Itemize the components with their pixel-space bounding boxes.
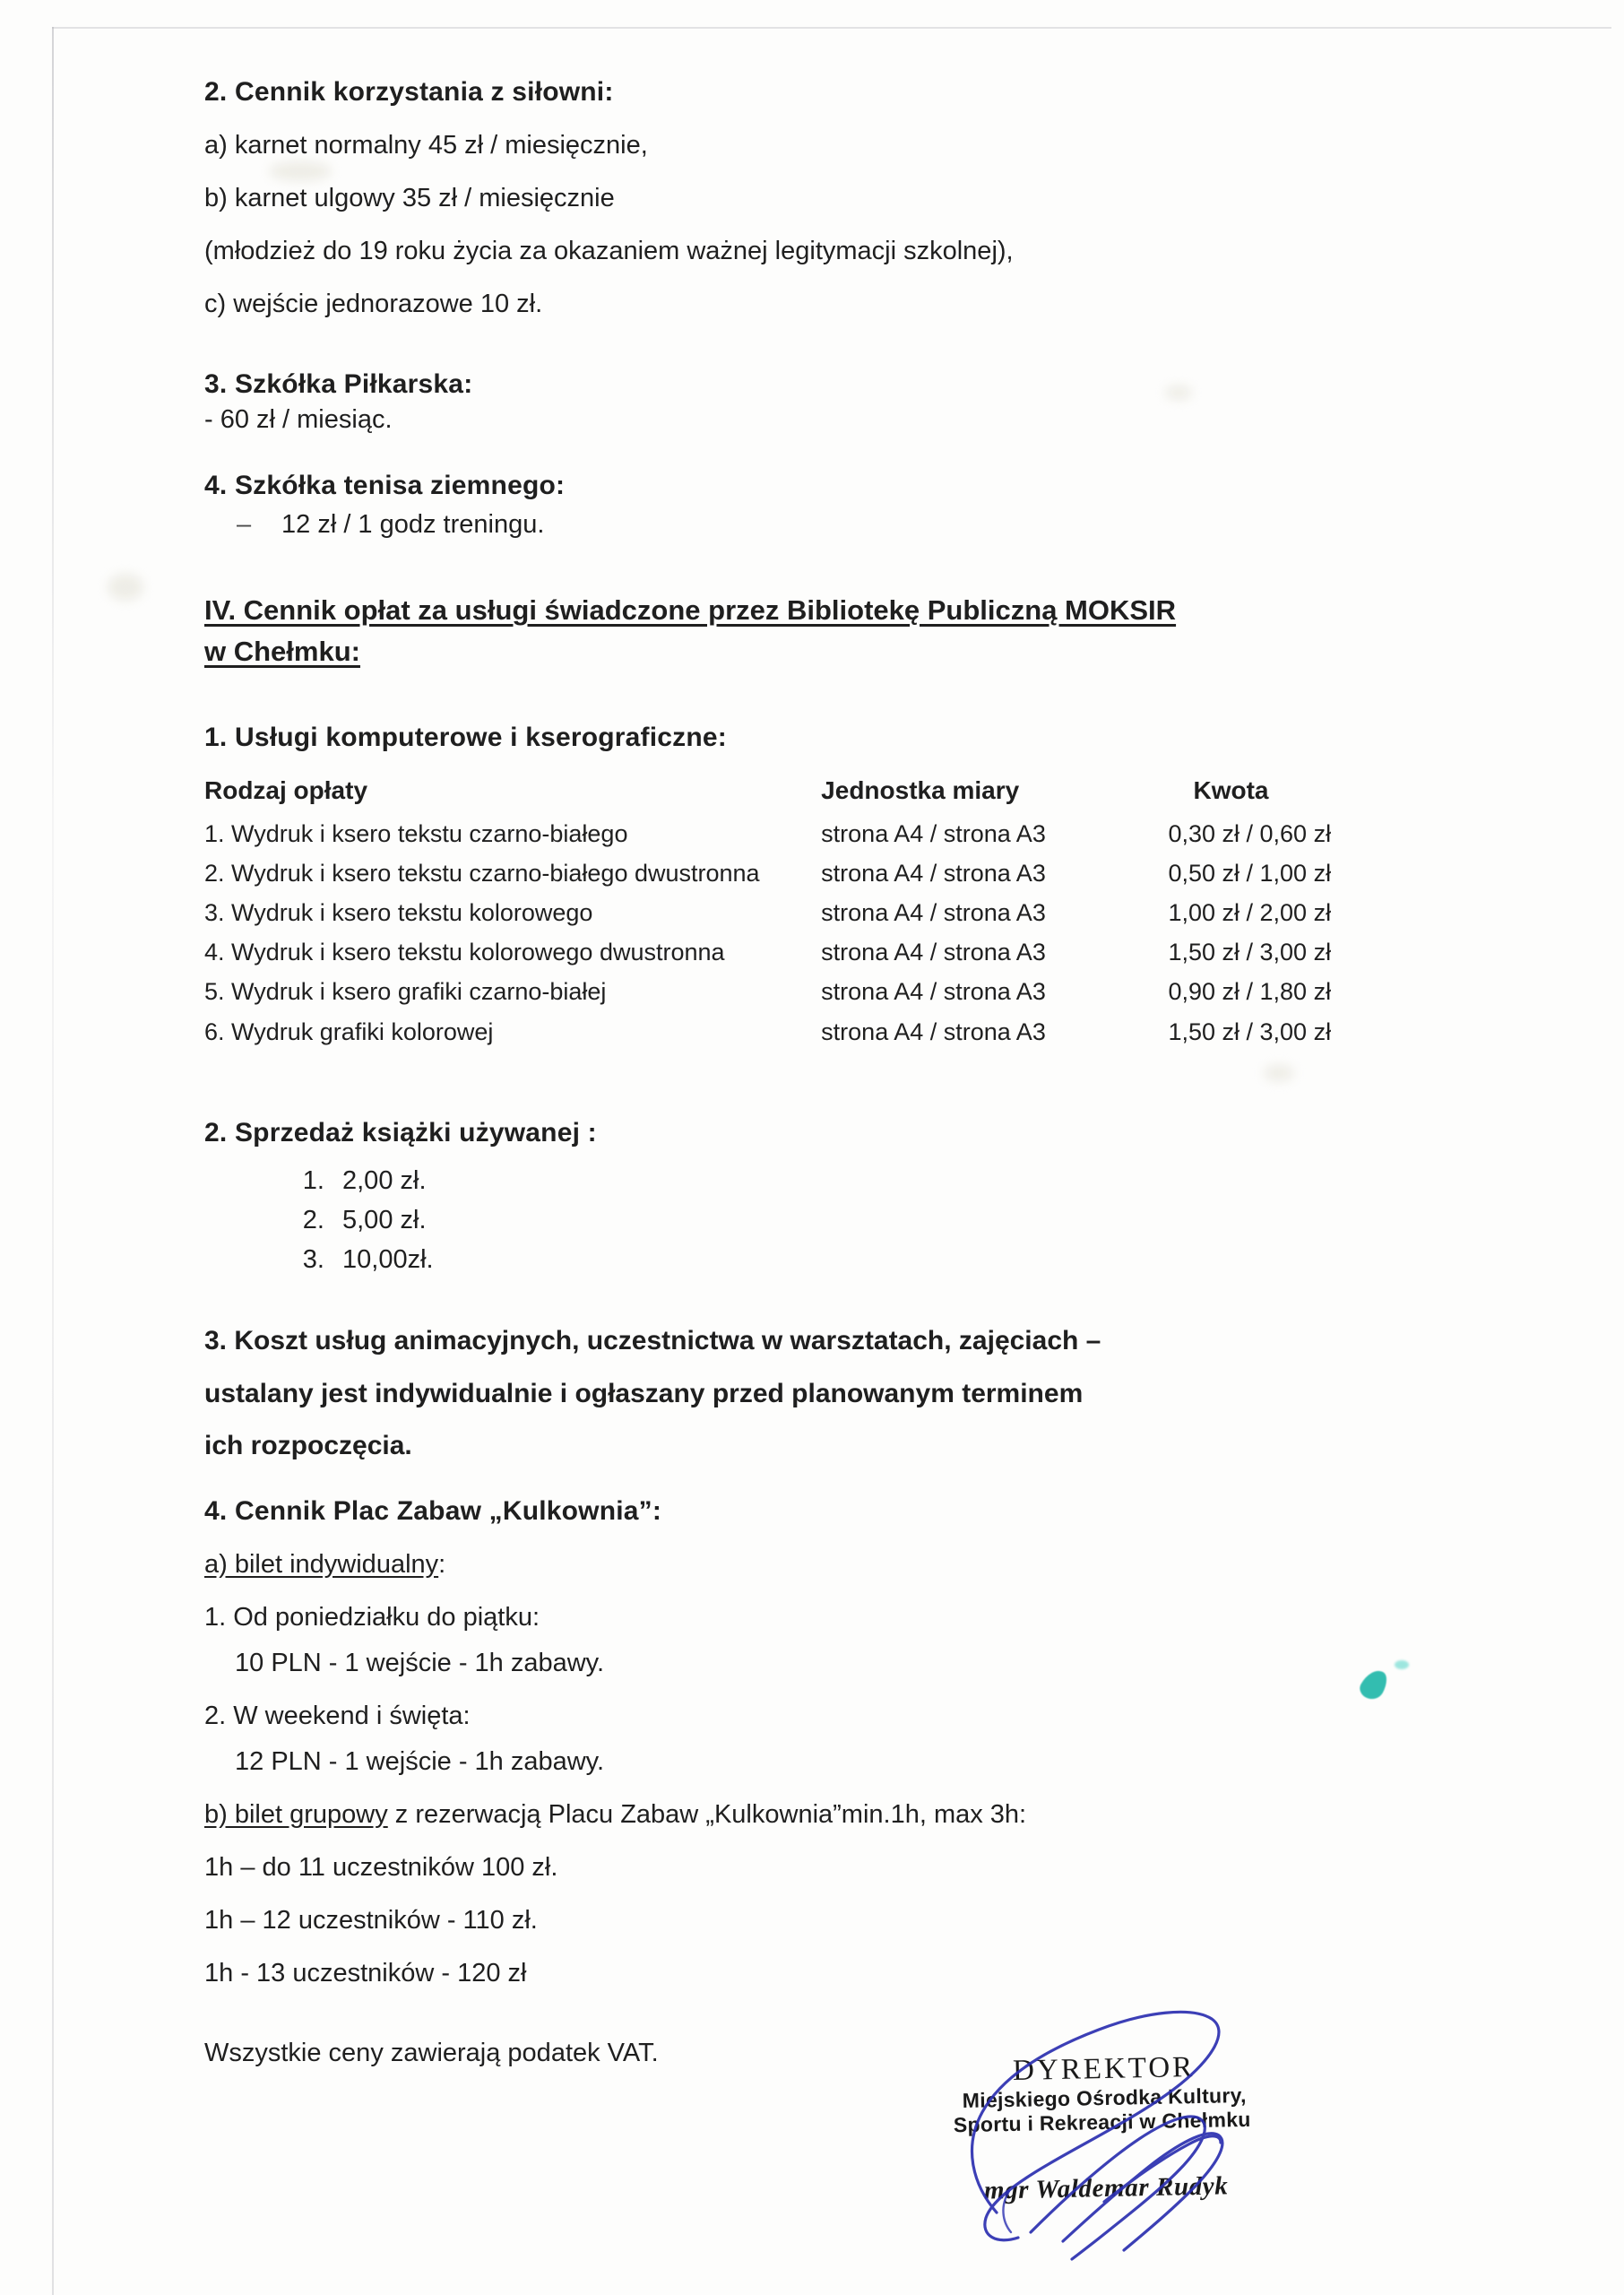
column-header-unit: Jednostka miary bbox=[821, 775, 1020, 804]
animation-line-3: ich rozpoczęcia. bbox=[204, 1431, 412, 1461]
gym-item-a: a) karnet normalny 45 zł / miesięcznie, bbox=[204, 131, 648, 160]
dash-bullet: – bbox=[237, 510, 252, 539]
cell-unit: strona A4 / strona A3 bbox=[821, 899, 1046, 927]
section-heading-playground: 4. Cennik Plac Zabaw „Kulkownia”: bbox=[204, 1495, 662, 1526]
stamp-title: DYREKTOR bbox=[1012, 2051, 1196, 2087]
used-books-price-list bbox=[204, 1161, 1477, 1279]
section-heading-library bbox=[204, 590, 1477, 672]
playground-group-price-1: 1h – do 11 uczestników 100 zł. bbox=[204, 1852, 558, 1882]
cell-kind: 1. Wydruk i ksero tekstu czarno-białego bbox=[204, 819, 628, 847]
cell-amount: 1,50 zł / 3,00 zł bbox=[1168, 939, 1332, 966]
scan-smudge bbox=[108, 574, 143, 601]
column-header-amount: Kwota bbox=[1193, 775, 1269, 804]
cell-unit: strona A4 / strona A3 bbox=[821, 939, 1046, 966]
playground-weekend-price: 12 PLN - 1 wejście - 1h zabawy. bbox=[235, 1746, 605, 1776]
playground-individual-label-row bbox=[204, 1550, 1477, 1580]
football-price: - 60 zł / miesiąc. bbox=[204, 405, 393, 434]
playground-weekend-label: 2. W weekend i święta: bbox=[204, 1701, 471, 1730]
cell-amount: 0,90 zł / 1,80 zł bbox=[1168, 978, 1332, 1006]
list-item: 3. 10,00zł. bbox=[332, 1240, 1477, 1279]
cell-unit: strona A4 / strona A3 bbox=[821, 978, 1046, 1006]
playground-group-price-2: 1h – 12 uczestników - 110 zł. bbox=[204, 1905, 538, 1935]
gym-item-c: c) wejście jednorazowe 10 zł. bbox=[204, 290, 543, 318]
cell-unit: strona A4 / strona A3 bbox=[821, 1018, 1046, 1045]
gym-item-note: (młodzież do 19 roku życia za okazaniem ważnej legitymacji szkolnej), bbox=[204, 237, 1014, 265]
library-heading-line-1: IV. Cennik opłat za usługi świadczone przez Bibliotekę Publiczną MOKSIR bbox=[204, 594, 1177, 626]
cell-unit: strona A4 / strona A3 bbox=[821, 819, 1046, 847]
list-item: 2. 5,00 zł. bbox=[332, 1200, 1477, 1240]
scan-edge-artifact-left bbox=[52, 27, 54, 2295]
cell-kind: 5. Wydruk i ksero grafiki czarno-białej bbox=[204, 978, 607, 1006]
section-heading-computer-services: 1. Usługi komputerowe i kserograficzne: bbox=[204, 722, 727, 752]
playground-weekday-label: 1. Od poniedziałku do piątku: bbox=[204, 1602, 540, 1632]
stamp-signer-name: mgr Waldemar Rudyk bbox=[983, 2171, 1229, 2205]
tennis-price-row bbox=[204, 510, 1477, 540]
document-body bbox=[204, 77, 1477, 2068]
cell-unit: strona A4 / strona A3 bbox=[821, 859, 1046, 887]
table-row bbox=[204, 932, 1477, 972]
animation-line-1: 3. Koszt usług animacyjnych, uczestnictwa w warsztatach, zajęciach – bbox=[204, 1326, 1101, 1356]
signature-block bbox=[905, 2022, 1407, 2282]
list-item: 1. 2,00 zł. bbox=[332, 1161, 1477, 1200]
fees-table bbox=[204, 776, 1477, 1052]
section-heading-tennis: 4. Szkółka tenisa ziemnego: bbox=[204, 471, 566, 500]
table-row bbox=[204, 972, 1477, 1011]
playground-group-label: b) bilet grupowy bbox=[204, 1799, 388, 1829]
section-heading-used-books: 2. Sprzedaż książki używanej : bbox=[204, 1117, 597, 1148]
cell-kind: 4. Wydruk i ksero tekstu kolorowego dwustronna bbox=[204, 939, 725, 966]
stamp-line-3: Sportu i Rekreacji w Chełmku bbox=[953, 2108, 1251, 2137]
playground-individual-label: a) bilet indywidualny bbox=[204, 1549, 439, 1579]
director-stamp bbox=[953, 2050, 1252, 2206]
table-row bbox=[204, 1012, 1477, 1052]
cell-amount: 0,50 zł / 1,00 zł bbox=[1168, 859, 1332, 887]
cell-kind: 2. Wydruk i ksero tekstu czarno-białego dwustronna bbox=[204, 859, 760, 887]
section-heading-football: 3. Szkółka Piłkarska: bbox=[204, 369, 473, 399]
vat-note: Wszystkie ceny zawierają podatek VAT. bbox=[204, 2038, 659, 2067]
library-heading-line-2: w Chełmku: bbox=[204, 635, 360, 667]
table-row bbox=[204, 893, 1477, 932]
cell-kind: 3. Wydruk i ksero tekstu kolorowego bbox=[204, 899, 593, 927]
table-header-row bbox=[204, 776, 1477, 814]
animation-line-2: ustalany jest indywidualnie i ogłaszany przed planowanym terminem bbox=[204, 1378, 1084, 1408]
cell-amount: 0,30 zł / 0,60 zł bbox=[1168, 819, 1332, 847]
playground-weekday-price: 10 PLN - 1 wejście - 1h zabawy. bbox=[235, 1648, 605, 1677]
cell-amount: 1,50 zł / 3,00 zł bbox=[1168, 1018, 1332, 1045]
table-row bbox=[204, 853, 1477, 893]
tennis-price: 12 zł / 1 godz treningu. bbox=[281, 510, 545, 539]
column-header-kind: Rodzaj opłaty bbox=[204, 775, 368, 804]
section-heading-gym: 2. Cennik korzystania z siłowni: bbox=[204, 77, 614, 107]
stamp-line-2: Miejskiego Ośrodka Kultury, bbox=[962, 2083, 1247, 2113]
playground-group-label-row bbox=[204, 1800, 1477, 1830]
scan-edge-artifact-top bbox=[52, 27, 1611, 29]
playground-group-price-3: 1h - 13 uczestników - 120 zł bbox=[204, 1958, 527, 1988]
playground-individual-colon: : bbox=[438, 1549, 446, 1579]
playground-group-rest: z rezerwacją Placu Zabaw „Kulkownia”min.1h, max 3h: bbox=[387, 1799, 1027, 1829]
cell-amount: 1,00 zł / 2,00 zł bbox=[1168, 899, 1332, 927]
gym-item-b: b) karnet ulgowy 35 zł / miesięcznie bbox=[204, 184, 615, 212]
cell-kind: 6. Wydruk grafiki kolorowej bbox=[204, 1018, 494, 1045]
table-row bbox=[204, 814, 1477, 853]
